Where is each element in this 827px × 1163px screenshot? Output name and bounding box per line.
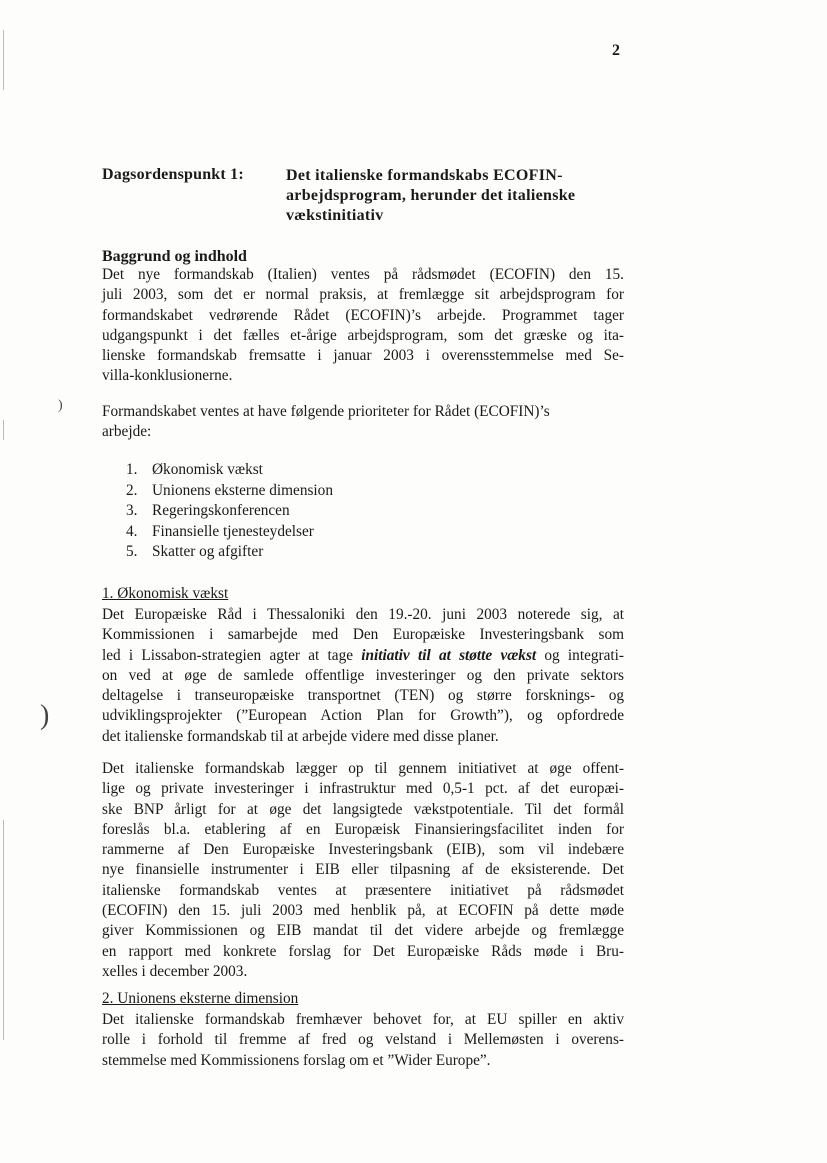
paragraph-line: italienske formandskab ventes at præsentere initiativet på rådsmødet — [102, 881, 624, 899]
paragraph-line: lienske formandskab fremsatte i januar 2003 i overensstemmelse med Se- — [102, 347, 624, 365]
list-item: 3. Regeringskonferencen — [126, 502, 290, 519]
priorities-intro-paragraph — [102, 402, 624, 443]
paragraph-line: en rapport med konkrete forslag for Det Europæiske Råds møde i Bru- — [102, 942, 624, 960]
paragraph-line: Det Europæiske Råd i Thessaloniki den 19.-20. juni 2003 noterede sig, at — [102, 606, 624, 623]
paragraph-line: udviklingsprojekter (”European Action Plan for Growth”), og opfordrede — [102, 707, 624, 725]
paragraph-line: Kommissionen i samarbejde med Den Europæiske Investeringsbank som — [102, 626, 624, 644]
paragraph-line: foreslås bl.a. etablering af en Europæisk Finansieringsfacilitet inden for — [102, 820, 624, 838]
agenda-title-line: Det italienske formandskabs ECOFIN- — [286, 167, 563, 184]
paragraph-line: led i Lissabon-strategien agter at tage initiativ til at støtte vækst og integrati- — [102, 646, 624, 664]
scan-edge-mark — [3, 30, 4, 90]
scan-edge-mark — [3, 420, 4, 440]
paragraph-line: villa-konklusionerne. — [102, 367, 233, 385]
paragraph-line: ske BNP årligt for at øge det langsigtede vækstpotentiale. Til det formål — [102, 800, 624, 818]
paragraph-line: nye finansielle instrumenter i EIB eller tilpasning af de eksisterende. Det — [102, 861, 624, 879]
agenda-title-line: arbejdsprogram, herunder det italienske — [286, 187, 576, 204]
paragraph-line: udgangspunkt i det fælles et-årige arbejdsprogram, som det græske og ita- — [102, 326, 624, 344]
punch-hole-mark: ) — [58, 398, 63, 413]
background-paragraph — [102, 265, 624, 387]
paragraph-line: rolle i forhold til fremme af fred og velstand i Mellemøsten i overens- — [102, 1031, 624, 1049]
paragraph-line: deltagelse i transeuropæiske transportnet (TEN) og større forsknings- og — [102, 687, 624, 705]
paragraph-line: arbejde: — [102, 423, 152, 441]
growth-paragraph-1 — [102, 605, 624, 747]
priorities-list — [126, 460, 333, 563]
paragraph-line: det italienske formandskab til at arbejde videre med disse planer. — [102, 727, 499, 745]
page-number: 2 — [612, 42, 620, 59]
paragraph-line: on ved at øge de samlede offentlige investeringer og den private sektors — [102, 666, 624, 684]
list-item: 4. Finansielle tjenesteydelser — [126, 522, 314, 540]
section-heading: Baggrund og indhold — [102, 248, 247, 265]
paragraph-line: Det italienske formandskab lægger op til gennem initiativet at øge offent- — [102, 760, 624, 777]
paragraph-line: giver Kommissionen og EIB mandat til det videre arbejde og fremlægge — [102, 922, 624, 940]
punch-hole-mark: ) — [40, 700, 50, 731]
agenda-title — [286, 166, 626, 226]
subsection-heading-external: 2. Unionens eksterne dimension — [102, 990, 299, 1007]
list-item: 2. Unionens eksterne dimension — [126, 481, 333, 499]
external-dimension-paragraph — [102, 1010, 624, 1071]
emphasized-text: initiativ til at støtte vækst — [361, 646, 537, 664]
paragraph-line: xelles i december 2003. — [102, 962, 248, 980]
paragraph-line: rammerne af Den Europæiske Investeringsbank (EIB), som vil indebære — [102, 841, 624, 859]
list-item: 5. Skatter og afgifter — [126, 543, 264, 560]
list-item: 1. Økonomisk vækst — [126, 461, 263, 478]
subsection-heading-growth: 1. Økonomisk vækst — [102, 585, 229, 602]
paragraph-line: Det italienske formandskab fremhæver behovet for, at EU spiller en aktiv — [102, 1011, 624, 1028]
paragraph-line: juli 2003, som det er normal praksis, at fremlægge sit arbejdsprogram for — [102, 286, 624, 304]
paragraph-line: stemmelse med Kommissionens forslag om et ”Wider Europe”. — [102, 1051, 491, 1069]
scan-edge-mark — [3, 820, 4, 1040]
growth-paragraph-2 — [102, 759, 624, 982]
paragraph-line: Formandskabet ventes at have følgende prioriteter for Rådet (ECOFIN)’s — [102, 403, 550, 420]
paragraph-line: (ECOFIN) den 15. juli 2003 med henblik på, at ECOFIN på dette møde — [102, 902, 624, 920]
paragraph-line: lige og private investeringer i infrastruktur med 0,5-1 pct. af det europæi- — [102, 780, 624, 798]
paragraph-line: Det nye formandskab (Italien) ventes på rådsmødet (ECOFIN) den 15. — [102, 266, 624, 283]
agenda-label: Dagsordenspunkt 1: — [102, 166, 244, 183]
agenda-title-line: vækstinitiativ — [286, 207, 384, 224]
paragraph-line: formandskabet vedrørende Rådet (ECOFIN)’s arbejde. Programmet tager — [102, 306, 624, 324]
